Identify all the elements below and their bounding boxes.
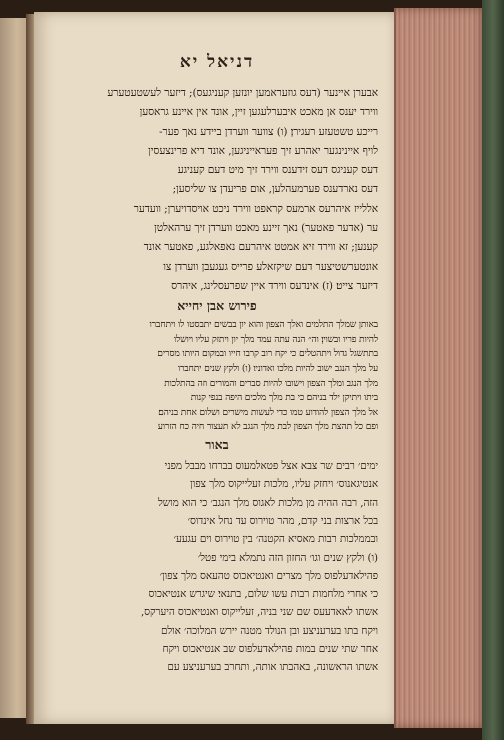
biur-line: אשתו הראשונה, באהבתו אותה, ותחרב בערעניצע עם — [167, 661, 378, 674]
translation-block — [56, 84, 378, 296]
biur-line: אחר שתי שנים במות פהילאדעלפוס שב אנטיאכוס ויקח — [162, 642, 378, 655]
biur-line: אנטיגאנוס׳ ויחזק עליו, מלכות זעלייקוס מלך צפון — [190, 478, 378, 491]
commentary-line: על מלך הנגב ישוב להיות מלכו ואדוניו׃ (ו) ולקץ שנים יתחברו — [177, 363, 378, 375]
translation-line: דיזער צייט׃ (ז) אינדעס ווירד איין שפרעסלינג, איהרס — [171, 279, 378, 292]
biur-line: כי אחרי מלחמות רבות עשו שלום, בתנאי׃ שיגרש אנטיאכוס — [148, 588, 378, 601]
biur-line: בכל ארצות בני קדם, מהר טוירוס עד נחל אינדוס׳ — [187, 514, 378, 527]
biur-line: ויקח בתו בערעניצע ובן הנולד מטנה יירש המלוכה׳ אולם — [160, 624, 378, 637]
biur-line: הזה, רבה ההיה מן מלכות לאגוס מלך הנגב׳ כי הוא מושל — [158, 496, 378, 509]
commentary-line: מלך הנגב ומלך הצפון וישובו להיות סברים והמורים וזה בהתלכות — [164, 377, 378, 389]
commentary-line: ביתו ויתיקן ילד בניהם׃ כי בת מלך מלכים היפה בנפי קנות — [190, 392, 378, 404]
commentary-block — [56, 318, 378, 435]
translation-line: דעס קעניגס דעס זידענס ווירד זיך מיט דעם קעניגע — [177, 164, 378, 177]
biur-line: ימים׳ רבים שר צבא אצל פטאלמעוס בברחו מבבל מפני — [164, 460, 378, 473]
biur-line: פהילאדעלפוס מלך מצרים ואנטיאכוס טהעאס מלך צפון׳ — [159, 569, 378, 582]
commentary-line: אל מלך הצפון להודוע טמו כדי לעשות מישרים ושלום אחת בניהם׃ — [158, 406, 378, 418]
translation-line: אבערן איינער (דעס גוזעראמען יונזען קעניגעס); דיזער לעשטעטערע — [107, 87, 378, 99]
translation-line: ער (אדער פאטער) נאך זיינע מאכט ווערדן זיך ערהאלטן — [154, 222, 378, 235]
translation-line: לויף איינינגער יאהרע זיך פעראייניגען, אונד דיא פרינצעסין — [148, 144, 378, 157]
page-title: דניאל יא — [179, 52, 255, 72]
page-fore-edge — [394, 8, 488, 728]
translation-line: אללייז איהרעס ארמעס קראפט ווירד ניכט אויסדויערן; וועדער — [133, 202, 378, 215]
biur-heading: באור — [205, 437, 229, 453]
book-cover — [482, 0, 504, 740]
translation-line: דעס נארדענס פערמעהלען, אום פריעדן צו שליסען; — [172, 183, 378, 196]
translation-line: ווירד יענס אן מאכט איבערלעגען זיין, אונד אין איינע גראסען — [139, 106, 378, 119]
biur-line: ובממלכות רבות מאסיא הקטנה׳ בין טוירוס וים עגעע׳ — [173, 533, 378, 546]
translation-line: אונטערשטיצער דעם שיקזאלע פרייס געגעבן ווערדן צו — [163, 260, 378, 273]
translation-line: קענען; זא ווירד זיא אמטט איהרעם נאפאלגע, פאטער אונד — [143, 241, 378, 254]
page-text — [56, 52, 378, 677]
commentary-line: באותן שמלך התלמים ואלך הצפון והוא יון בבשים יתבסטו לו ויתחברו — [149, 319, 378, 331]
translation-line: רייכע טשטעזע רעגירן׃ (ו) צווער ווערדן ביידע נאך פער- — [159, 125, 378, 138]
commentary-line: להיות פריו ובשוין׃ וה״ הנה עתה עמד מלך יון ויתזק עליו ויושלו — [173, 333, 378, 345]
commentary-line: בתתשגל גדול ויתהטלים כי יקח רוב קרבו חייו ובמקום היותו מסרים — [157, 348, 378, 360]
biur-block — [56, 457, 378, 677]
left-page-edge — [0, 18, 29, 718]
commentary-line: ופם כל תהצת מלך הצפון לבת מלך הנגב לא תעצור חיה כח הזרוע — [157, 421, 378, 433]
biur-line: אשתו לאאדעעס שם שני בניה, זעלייקוס ואנטיאכוס היערקס, — [140, 606, 378, 619]
commentary-heading: פירוש אבן יחייא — [177, 298, 257, 314]
biur-line: (ו) ולקץ שנים וגו׳ החזון הזה נתמלא בימי פטל׳ — [197, 551, 378, 564]
